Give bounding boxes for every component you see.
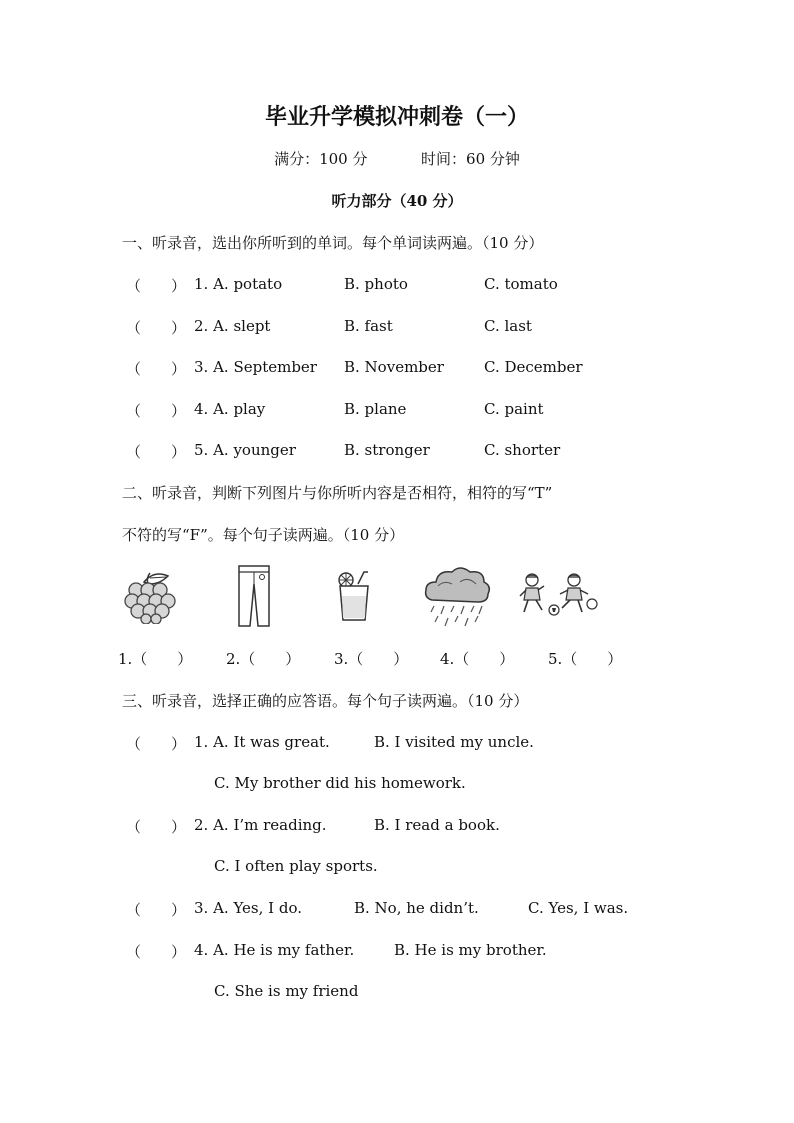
option-a: 1. A. potato (194, 275, 283, 293)
section2-heading-line1: 二、听录音，判断下列图片与你所听内容是否相符，相符的写“T” (122, 484, 553, 502)
option-c: C. shorter (484, 441, 561, 459)
option-c: C. She is my friend (214, 982, 359, 1000)
option-c: C. I often play sports. (214, 857, 378, 875)
grapes-icon (124, 568, 178, 624)
option-a: 5. A. younger (194, 441, 296, 459)
option-a: 1. A. It was great. (194, 733, 330, 751)
option-b: B. photo (344, 275, 408, 293)
answer-blank[interactable]: （ ） (126, 943, 187, 961)
section2-heading-line2: 不符的写“F”。每个句子读两遍。（10 分） (122, 526, 405, 544)
option-a: 3. A. Yes, I do. (194, 899, 302, 917)
exam-info (0, 148, 794, 169)
option-a: 4. A. play (194, 400, 266, 418)
page-title: 毕业升学模拟冲刺卷（一） (264, 105, 529, 130)
answer-blank[interactable]: （ ） (126, 402, 187, 420)
picture-answer-1[interactable]: 1.（ ） (118, 650, 193, 668)
option-a: 3. A. September (194, 358, 317, 376)
full-score: 满分：100 分 (274, 150, 368, 168)
rain-cloud-icon (422, 564, 492, 630)
picture-answer-5[interactable]: 5.（ ） (548, 650, 623, 668)
picture-answer-3[interactable]: 3.（ ） (334, 650, 409, 668)
option-a: 4. A. He is my father. (194, 941, 355, 959)
option-b: B. stronger (344, 441, 430, 459)
option-c: C. Yes, I was. (528, 899, 629, 917)
part-label: 听力部分（40 分） (331, 192, 463, 210)
kids-football-icon (518, 572, 598, 618)
picture-answer-4[interactable]: 4.（ ） (440, 650, 515, 668)
section1-heading: 一、听录音，选出你所听到的单词。每个单词读两遍。（10 分） (122, 234, 544, 252)
option-c: C. paint (484, 400, 544, 418)
answer-blank[interactable]: （ ） (126, 443, 187, 461)
option-c: C. December (484, 358, 583, 376)
section3-heading: 三、听录音，选择正确的应答语。每个句子读两遍。（10 分） (122, 692, 529, 710)
answer-blank[interactable]: （ ） (126, 277, 187, 295)
option-b: B. fast (344, 317, 393, 335)
answer-blank[interactable]: （ ） (126, 735, 187, 753)
picture-answer-2[interactable]: 2.（ ） (226, 650, 301, 668)
juice-icon (334, 570, 374, 622)
option-c: C. last (484, 317, 532, 335)
option-b: B. He is my brother. (394, 941, 547, 959)
option-b: B. I visited my uncle. (374, 733, 534, 751)
answer-blank[interactable]: （ ） (126, 360, 187, 378)
option-a: 2. A. slept (194, 317, 271, 335)
exam-time: 时间：60 分钟 (421, 150, 520, 168)
answer-blank[interactable]: （ ） (126, 818, 187, 836)
option-b: B. November (344, 358, 444, 376)
option-b: B. plane (344, 400, 407, 418)
option-b: B. No, he didn’t. (354, 899, 479, 917)
answer-blank[interactable]: （ ） (126, 901, 187, 919)
option-b: B. I read a book. (374, 816, 500, 834)
answer-blank[interactable]: （ ） (126, 319, 187, 337)
option-a: 2. A. I’m reading. (194, 816, 327, 834)
trousers-icon (236, 564, 272, 628)
option-c: C. tomato (484, 275, 558, 293)
option-c: C. My brother did his homework. (214, 774, 466, 792)
